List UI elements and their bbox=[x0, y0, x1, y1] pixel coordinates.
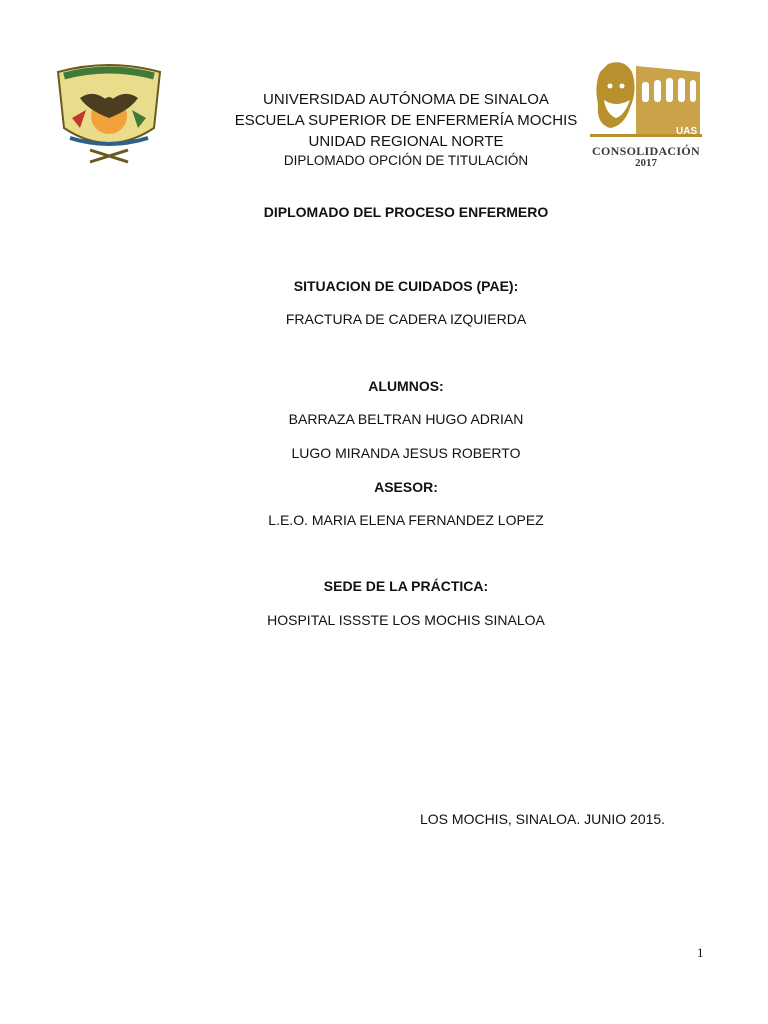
advisor-name: L.E.O. MARIA ELENA FERNANDEZ LOPEZ bbox=[268, 512, 544, 528]
document-title: DIPLOMADO DEL PROCESO ENFERMERO bbox=[263, 204, 549, 220]
venue-name: HOSPITAL ISSSTE LOS MOCHIS SINALOA bbox=[267, 612, 545, 628]
header-university: UNIVERSIDAD AUTÓNOMA DE SINALOA bbox=[263, 91, 549, 108]
student-name: BARRAZA BELTRAN HUGO ADRIAN bbox=[288, 411, 524, 427]
situation-value: FRACTURA DE CADERA IZQUIERDA bbox=[285, 311, 527, 327]
venue-label: SEDE DE LA PRÁCTICA: bbox=[323, 578, 489, 594]
student-name: LUGO MIRANDA JESUS ROBERTO bbox=[291, 445, 521, 461]
page-number: 1 bbox=[697, 945, 704, 960]
students-label: ALUMNOS: bbox=[368, 378, 444, 394]
consolidacion-caption: CONSOLIDACIÓN bbox=[592, 144, 700, 158]
header-diploma-option: DIPLOMADO OPCIÓN DE TITULACIÓN bbox=[283, 153, 529, 168]
uas-brand-text: UAS bbox=[676, 126, 698, 137]
header-regional-unit: UNIDAD REGIONAL NORTE bbox=[308, 133, 504, 150]
advisor-label: ASESOR: bbox=[374, 479, 438, 495]
consolidacion-year: 2017 bbox=[635, 157, 657, 169]
place-date: LOS MOCHIS, SINALOA. JUNIO 2015. bbox=[420, 811, 666, 827]
header-school: ESCUELA SUPERIOR DE ENFERMERÍA MOCHIS bbox=[234, 112, 578, 129]
situation-label: SITUACION DE CUIDADOS (PAE): bbox=[293, 278, 519, 294]
